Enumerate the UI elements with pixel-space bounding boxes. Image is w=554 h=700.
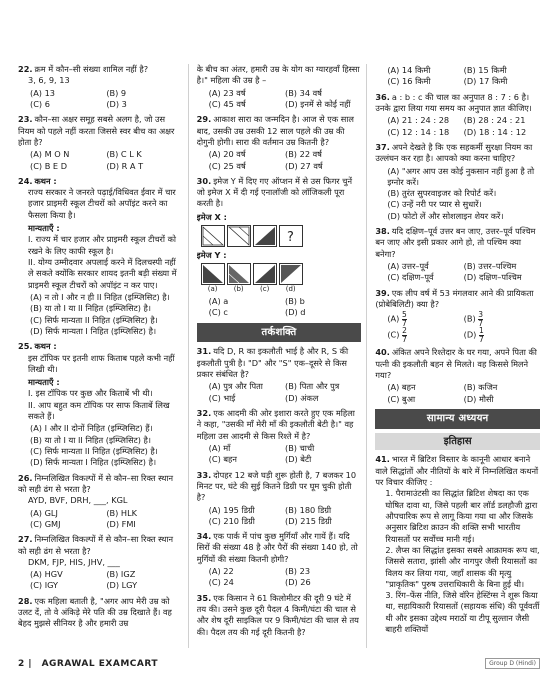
shaded-triangle-icon [254,264,276,284]
page-number: 2 [18,658,25,669]
option-c: (C) सिर्फ मान्यता II निहित (इम्प्लिसिट) है। [30,446,158,456]
figure-yb [227,263,251,285]
footer-divider: | [28,658,32,669]
svg-text:?: ? [286,230,294,246]
question-23 [18,114,183,172]
question-text: भारत में ब्रिटिश विस्तार के कानूनी आधार बनाने वाले सिद्धांतों और नीतियों के बारे में निम्नलिखित कथनों पर विचार कीजिए : [375,454,539,488]
assumption-1: I. इस टॉपिक पर कुछ और किताबें भी थी। [28,388,153,399]
triangle-figure-icon [228,226,250,246]
options [197,296,362,319]
question-37 [375,142,540,222]
option-c: (C) 6 [30,98,50,109]
question-35 [197,593,362,638]
figure-ya [201,263,225,285]
question-text: एक लीप वर्ष में 53 मंगलवार आने की प्रायिकता (प्रोबेबिलिटी) क्या है? [375,287,534,309]
question-28-continued [197,64,362,110]
assumption-2: II. आप बहुत कम टॉपिक पर साफ किताबें लिख सकते हैं। [28,399,170,422]
option-d: (D) बेटी [285,454,312,465]
question-number: 32. [196,408,212,419]
question-text: यदि D, R का इकलौती भाई है और R, S की इकलौती पुत्री है। "D" और "S" एक–दूसरे से किस प्रकार संबंधित है? [196,346,349,380]
option-a: (A) पुत्र और पिता [208,381,263,392]
assumptions-heading: मान्यताएँ : [28,377,60,388]
option-a: (A) 195 डिग्री [208,504,255,515]
question-number: 31. [196,346,212,357]
statement-heading: कथन : [34,341,57,352]
question-text: अपने देखते है कि एक सहकर्मी सुरक्षा नियम का उल्लंघन कर रहा है। आपको क्या करना चाहिए? [375,141,533,164]
option-a: (A) a [208,296,229,307]
options [375,382,540,405]
option-a: (A) माँ [208,442,231,453]
option-c: (C) GMJ [30,518,61,529]
option-c: (C) 24 [208,577,234,588]
option-d: (D) अंकल [285,392,319,403]
options [375,115,540,138]
question-text: इमेज Y में दिए गए ऑप्शन में से उस फिगर चुनें जो इमेज X में दी गई एनालॉजी को लॉजिकली पूरा करती है। [196,175,352,209]
option-a: (A) 23 वर्ष [208,87,246,98]
option-b: (B) HLK [106,507,138,518]
statement-text: राज्य सरकार ने जनरते पढ़ाई/विधिवत ईवार में चार हजार प्राइमरी स्कूल टीचरों को अपॉइंट करने का फैसला किया है। [28,187,176,220]
figure-labels [201,285,362,295]
options [197,505,362,528]
question-number: 36. [375,91,390,102]
question-41 [375,454,540,635]
question-number: 38. [375,226,390,237]
question-text: यदि दक्षिण–पूर्व उत्तर बन जाए, उत्तर–पूर्व पश्चिम बन जाए और इसी प्रकार आगे हो, तो पश्चिम क्या बनेगा? [375,226,536,259]
option-c: (C) B E D [30,160,68,171]
options [18,149,183,172]
options [375,311,540,343]
option-c: (C) $\frac{2}{7}$ [387,326,407,344]
question-number: 24. [18,175,33,186]
fraction: $\frac{5}{7}$ [401,310,407,328]
figure-x3 [253,225,277,247]
image-x-figures [201,225,362,247]
option-a: (A) न तो I और न ही II निहित (इम्प्लिसिट) है। [30,291,170,302]
option-a: (A) M O N [30,149,70,160]
assumptions-heading: मान्यताएँ : [28,223,60,234]
page-footer [18,658,540,669]
option-a: (A) "अगर आप उस कोई नुकसान नहीं हुआ है तो इग्नोर करें। [387,165,535,187]
question-number: 41. [375,454,390,465]
shaded-triangle-icon [280,264,302,284]
option-d: (D) LGY [106,580,138,591]
image-y-label: इमेज Y : [196,250,227,261]
options [18,569,183,592]
question-text: के बीच का अंतर, हमारी उम्र के योग का ग्यारहवाँ हिस्सा है।" महिला की उम्र है – [196,64,360,86]
statement-heading: कथन : [34,175,57,186]
statement-3: 3. रिंग–फेंस नीति, जिसे वॉरेन हेस्टिंग्स ने शुरू किया था, सहायिकारी रियासतों (सहायक संधि) की पूर्ववर्ती थी और इसका उद्देश्य मराठों या टीपू सुल्तान जैसी बाहरी शक्तियों [385,590,540,635]
question-35-options [375,65,540,88]
option-c: (C) बुआ [387,393,416,404]
options [375,166,540,223]
figure-yd [279,263,303,285]
option-d: (D) FMI [106,518,136,529]
options [197,566,362,589]
question-text: आकाश सारा का जन्मदिन है। आज से एक साल बाद, उसकी उम्र उसकी 12 साल पहले की उम्र की दोगुनी होगी। सारा की वर्तमान उम्र कितनी है? [196,114,354,147]
question-24 [18,176,183,337]
option-c: (C) IGY [30,580,59,591]
shaded-triangle-icon [254,226,276,246]
figure-x2 [227,225,251,247]
option-b: (B) या तो I या II निहित (इम्प्लिसिट) है। [30,434,151,445]
question-number: 37. [375,141,390,152]
option-a: (A) GLJ [30,507,58,518]
figure-label-c: (c) [260,285,270,294]
option-c: (C) 25 वर्ष [208,160,246,171]
option-d: (D) d [285,307,306,318]
question-text: एक आदमी की ओर इशारा करते हुए एक महिला ने कहा, "उसकी माँ मेरी माँ की इकलौती बेटी है।" वह महिला उस आदमी से किस रिश्ते में है? [196,408,355,441]
option-b: (B) 15 किमी [463,65,507,75]
figure-x4 [279,225,303,247]
question-28 [18,596,183,630]
assumption-1: I. राज्य में चार हजार और प्राइमरी स्कूल टीचरों को रखने के लिए काफी स्कूल है। [28,234,177,256]
image-x-label: इमेज X : [196,211,227,222]
option-c: (C) 45 वर्ष [208,98,246,109]
statement-2: 2. लैप्स का सिद्धांत इसका सबसे आक्रामक रूप था, जिससे सतारा, झांसी और नागपुर जैसी रियासतों का विलय कर लिया गया, जहाँ शासक की मृत्यु "प्राकृतिक" पुरुष उत्तराधिकारी के बिना हुई थी। [385,544,540,589]
question-text: क्रम में कौन–सी संख्या शामिल नहीं है? [34,64,149,74]
question-text: एक महिला बताती है, "अगर आप मेरी उम्र को उलट दें, तो वे अंकिड़े मेरे पति की उम्र दिखाते हैं। वह बेहद मुझसे सीनियर है और हमारी उम्र [18,595,172,629]
option-b: (B) पिता और पुत्र [285,381,340,392]
question-text: एक पार्क में पांच कुछ मुर्गियाँ और गायें हैं। यदि सिरों की संख्या 48 है और पैरों की संख्या 140 हो, तो मुर्गियों की संख्या कितनी होगी? [196,531,358,564]
fraction: $\frac{2}{7}$ [402,326,407,344]
option-d: (D) 17 किमी [463,76,508,87]
option-b: (B) कजिन [463,382,498,393]
option-b: (B) चाची [285,442,315,453]
option-b: (B) IGZ [106,569,136,580]
question-22 [18,64,183,110]
option-d: (D) $\frac{1}{7}$ [463,326,484,344]
option-d: (D) फोटो लें और सोशलाइन शेयर करें। [387,210,504,221]
question-31 [197,346,362,404]
option-b: (B) b [285,296,305,307]
option-d: (D) 26 [285,577,311,588]
option-a: (A) 13 [30,87,56,98]
option-b: (B) उत्तर–पश्चिम [463,261,517,271]
option-b: (B) या तो I या II निहित (इम्प्लिसिट) है। [30,303,151,314]
options [197,381,362,404]
fraction: $\frac{1}{7}$ [478,326,484,344]
option-c: (C) भाई [208,392,236,403]
question-number: 29. [196,114,212,125]
question-mark-icon [280,226,302,246]
option-b: (B) $\frac{3}{7}$ [463,310,484,328]
question-number: 39. [375,287,390,298]
option-b: (B) 23 [285,566,311,577]
letter-series: AYD, BVF, DRH, ___, KGL [28,495,128,506]
column-2 [197,64,368,648]
option-b: (B) 28 : 24 : 21 [463,115,526,126]
options [18,292,183,337]
option-b: (B) 22 वर्ष [285,149,322,160]
question-number: 27. [18,534,33,545]
option-b: (B) C L K [106,149,142,160]
section-banner-general-studies: सामान्य अध्ययन [375,409,540,429]
question-40 [375,347,540,405]
question-number: 26. [18,472,33,483]
triangle-figure-icon [202,226,224,246]
assumption-2: II. योग्य उम्मीदवार अपलाई करने में दिलचस्पी नहीं ले सकते क्योंकि सरकार शायद इतनी बड़ी संख्या में प्राइमरी स्कूल टीचरों को अपॉइंट न कर पाए। [28,257,177,290]
option-d: (D) सिर्फ मान्यता I निहित (इम्प्लिसिट) है। [30,457,157,468]
figure-label-b: (b) [233,285,244,294]
section-banner-reasoning: तर्कशक्ति [197,323,362,343]
option-a: (A) उत्तर–पूर्व [387,261,429,271]
question-29 [197,114,362,172]
option-b: (B) 180 डिग्री [285,504,332,515]
option-c: (C) 210 डिग्री [208,515,255,526]
shaded-triangle-icon [202,264,224,284]
option-a: (A) 20 वर्ष [208,149,246,160]
statement-text: इस टॉपिक पर इतनी शाफ किताब पहले कभी नहीं लिखी थी। [28,352,175,374]
image-y-figures [201,263,362,285]
number-series: 3, 6, 9, 13 [28,75,70,86]
options [197,149,362,172]
letter-series: DKM, FJP, HIS, JHV, ___ [28,556,120,567]
fraction: $\frac{3}{7}$ [478,310,484,328]
figure-yc [253,263,277,285]
content-columns [18,64,540,648]
question-38 [375,226,540,284]
option-b: (B) 9 [106,87,127,98]
option-d: (D) R A T [106,160,144,171]
column-1 [18,64,189,648]
option-b: (B) 34 वर्ष [285,87,322,98]
option-c: (C) बहन [208,454,237,465]
question-33 [197,470,362,528]
column-3 [375,64,540,648]
option-c: (C) c [208,307,228,318]
question-27 [18,534,183,592]
options [197,88,362,111]
option-a: (A) I और II दोनों निहित (इम्प्लिसिट) हैं। [30,423,153,434]
question-text: कौन–सा अक्षर समूह सबसे अलग है, जो उस नियम को पहले नहीं करता जिससे स्वर बीच का अक्षर होता है? [18,114,175,147]
option-a: (A) HGV [30,569,63,580]
option-d: (D) इनमें से कोई नहीं [285,98,351,109]
option-b: (B) तुरंत सुपरवाइजर को रिपोर्ट करें। [387,188,497,199]
option-a: (A) $\frac{5}{7}$ [387,310,407,328]
option-d: (D) 27 वर्ष [285,160,323,171]
option-d: (D) दक्षिण–पश्चिम [463,272,522,283]
question-text: निम्नलिखित विकल्पों में से कौन–सा रिक्त स्थान को सही ढंग से भरता है? [18,534,174,556]
option-d: (D) 18 : 14 : 12 [463,126,527,137]
question-text: अंकित अपने रिश्तेदार के घर गया, अपने पिता की पत्नी की इकलौती बहन से मिलते। वह किससे मिलने गया? [375,347,537,380]
figure-x1 [201,225,225,247]
option-d: (D) 3 [106,98,127,109]
shaded-triangle-icon [228,264,250,284]
options [197,443,362,466]
option-a: (A) 22 [208,566,234,577]
brand-logo-text: AGRAWAL EXAMCART [41,658,159,669]
option-c: (C) दक्षिण–पूर्व [387,272,434,283]
question-32 [197,408,362,466]
option-a: (A) 21 : 24 : 28 [387,115,450,126]
question-34 [197,531,362,589]
subsection-banner-history: इतिहास [375,433,540,451]
option-d: (D) मौसी [463,393,494,404]
option-c: (C) 12 : 14 : 18 [387,126,450,137]
option-c: (C) सिर्फ मान्यता II निहित (इम्प्लिसिट) है। [30,314,158,325]
question-number: 33. [196,469,212,480]
option-d: (D) 215 डिग्री [285,515,332,526]
options [18,508,183,531]
question-number: 22. [18,64,33,74]
question-number: 34. [196,531,212,542]
option-a: (A) 14 किमी [387,65,431,75]
option-d: (D) सिर्फ मान्यता I निहित (इम्प्लिसिट) है। [30,325,157,336]
question-text: निम्नलिखित विकल्पों में से कौन–सा रिक्त स्थान को सही ढंग से भरता है? [18,472,174,494]
question-text: एक किसान ने 61 किलोमीटर की दूरी 9 घंटे में तय की। उसने कुछ दूरी पैदल 4 किमी/घंटा की चाल से और शेष दूरी साइकिल पर 9 किमी/घंटा की चाल से तय की। पैदल तय की गई दूरी कितनी है? [196,592,359,637]
edition-tag: Group D (Hindi) [485,658,540,669]
figure-label-a: (a) [207,285,218,294]
option-c: (C) उन्हें नरी पर प्यार से सुधारें। [387,199,482,210]
question-number: 40. [375,347,390,358]
options [375,65,540,88]
question-number: 35. [196,592,212,603]
question-number: 23. [18,114,33,125]
question-text: a : b : c की चाल का अनुपात 8 : 7 : 6 है। उनके द्वारा लिया गया समय का अनुपात ज्ञात कीजिए। [375,91,532,113]
question-36 [375,92,540,138]
options [375,261,540,284]
question-text: दोपहर 12 बजे घड़ी शुरू होती है, 7 बजकर 10 मिनट पर, घंटे की सुई कितने डिग्री पर घूम चुकी होती है? [196,469,357,503]
question-30 [197,176,362,319]
question-26 [18,473,183,531]
question-number: 25. [18,341,33,352]
options [18,88,183,111]
figure-label-d: (d) [285,285,296,294]
question-number: 30. [196,175,212,186]
question-number: 28. [18,595,33,606]
question-39 [375,288,540,344]
option-a: (A) बहन [387,382,416,393]
options [18,423,183,468]
question-25 [18,341,183,468]
option-c: (C) 16 किमी [387,76,431,87]
statement-1: 1. पैरामाउंटसी का सिद्धांत ब्रिटिश शेषदा का एक घोषित दावा था, जिसे पहली बार लॉर्ड डलहौजी द्वारा औपचारिक रूप से लागू किया गया था और जिसके अनुसार ब्रिटिश क्राउन की शक्ति सभी भारतीय रियासतों पर सर्वोच्च मानी गई। [385,488,538,544]
